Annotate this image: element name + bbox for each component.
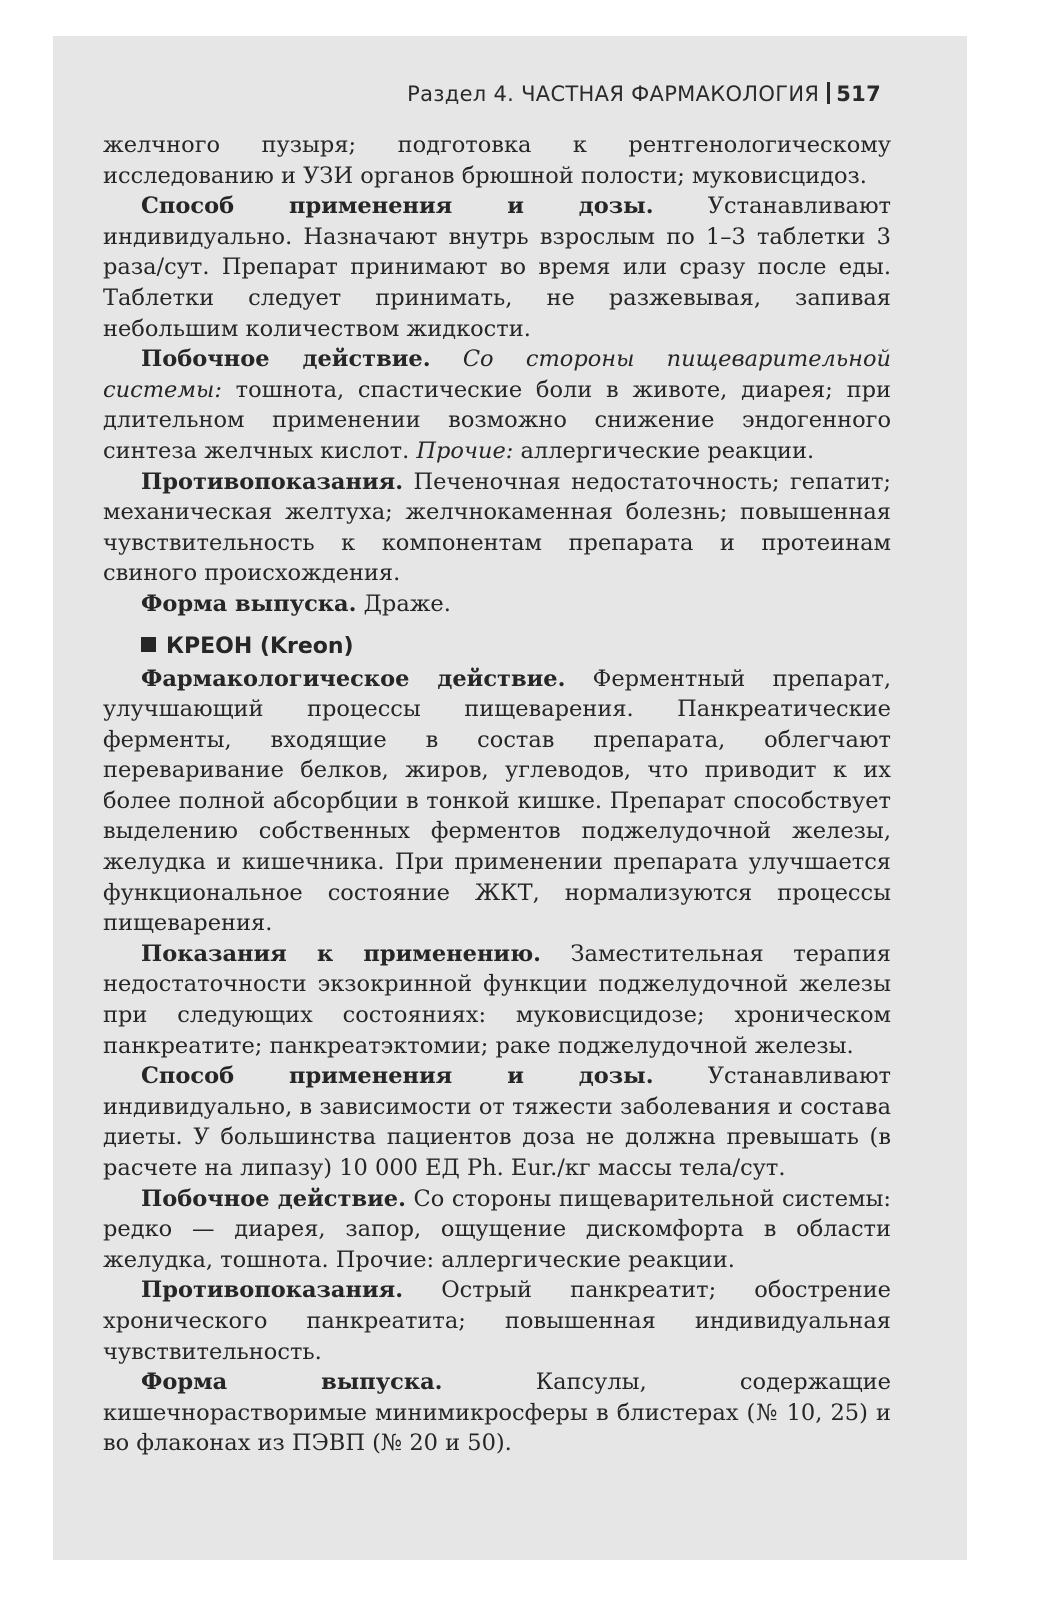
square-bullet-icon <box>141 637 156 652</box>
indications-paragraph <box>103 939 891 1061</box>
section-label: Форма выпуска. <box>141 590 357 617</box>
drug-heading <box>141 632 891 662</box>
page-body <box>103 130 891 1459</box>
pharmacological-action-paragraph <box>103 664 891 939</box>
paragraph-text: Печеночная недостаточность; гепатит; механическая желтуха; желчнокаменная болезнь; повышенная чувствительность к компонентам препарата и протеинам свиного происхождения. <box>103 468 891 587</box>
paragraph-text: Заместительная терапия недостаточности экзокринной функции поджелудочной железы при следующих состояниях: муковисцидозе; хроническом панкреатите; панкреатэктомии; раке поджелудочной железы. <box>103 940 891 1059</box>
paragraph-text: Капсулы, содержащие кишечнорастворимые минимикросферы в блистерах (№ 10, 25) и во флаконах из ПЭВП (№ 20 и 50). <box>103 1369 891 1457</box>
release-form-paragraph <box>103 589 891 620</box>
section-label: Побочное действие. <box>141 1185 406 1212</box>
page-number: 517 <box>836 82 881 106</box>
paragraph-text: Ферментный препарат, улучшающий процессы пищеварения. Панкреатические ферменты, входящие в состав препарата, облегчают переваривание белков, жиров, углеводов, что приводит к их более полной абсорбции в тонкой кишке. Препарат способствует выделению собственных ферментов поджелудочной железы, желудка и кишечника. При применении препарата улучшается функциональное состояние ЖКТ, нормализуются процессы пищеварения. <box>103 665 891 937</box>
paragraph-text: желчного пузыря; подготовка к рентгенологическому исследованию и УЗИ органов брюшной полости; муковисцидоз. <box>103 132 891 189</box>
contraindications-paragraph <box>103 1275 891 1367</box>
italic-subheading: Со стороны пищеварительной системы: <box>103 346 891 403</box>
section-label: Способ применения и дозы. <box>141 1063 654 1090</box>
dosage-paragraph <box>103 1061 891 1183</box>
paragraph-text: Острый панкреатит; обострение хронического панкреатита; повышенная индивидуальная чувствительность. <box>103 1277 891 1365</box>
paragraph-text: Со стороны пищеварительной системы: редко — диарея, запор, ощущение дискомфорта в области желудка, тошнота. Прочие: аллергические реакции. <box>103 1185 891 1273</box>
release-form-paragraph <box>103 1367 891 1459</box>
section-label: Форма выпуска. <box>141 1369 443 1396</box>
paragraph-text: тошнота, спастические боли в животе, диарея; при длительном применении возможно снижение эндогенного синтеза желчных кислот. <box>103 376 891 464</box>
side-effects-paragraph <box>103 1184 891 1276</box>
paragraph-text: Драже. <box>356 590 451 617</box>
section-label: Фармакологическое действие. <box>141 665 566 692</box>
dosage-paragraph <box>103 191 891 344</box>
side-effects-paragraph <box>103 344 891 466</box>
section-label: Противопоказания. <box>141 468 404 495</box>
header-divider <box>827 82 830 104</box>
continued-paragraph <box>103 130 891 191</box>
section-label: Противопоказания. <box>141 1277 404 1304</box>
section-label: Способ применения и дозы. <box>141 193 654 220</box>
section-label: Показания к применению. <box>141 940 542 967</box>
paragraph-text: аллергические реакции. <box>513 437 815 464</box>
paragraph-text: Устанавливают индивидуально, в зависимости от тяжести заболевания и состава диеты. У большинства пациентов доза не должна превышать (в расчете на липазу) 10 000 ЕД Ph. Eur./кг массы тела/сут. <box>103 1063 891 1181</box>
section-title: Раздел 4. ЧАСТНАЯ ФАРМАКОЛОГИЯ <box>407 82 820 106</box>
italic-subheading: Прочие: <box>409 437 514 464</box>
running-header <box>53 82 881 106</box>
drug-title: КРЕОН (Kreon) <box>166 633 354 659</box>
contraindications-paragraph <box>103 467 891 589</box>
section-label: Побочное действие. <box>141 346 431 373</box>
paragraph-text: Устанавливают индивидуально. Назначают внутрь взрослым по 1–3 таблетки 3 раза/сут. Препарат принимают во время или сразу после еды. Таблетки следует принимать, не разжевывая, запивая небольшим количеством жидкости. <box>103 193 891 342</box>
book-page <box>53 36 967 1560</box>
